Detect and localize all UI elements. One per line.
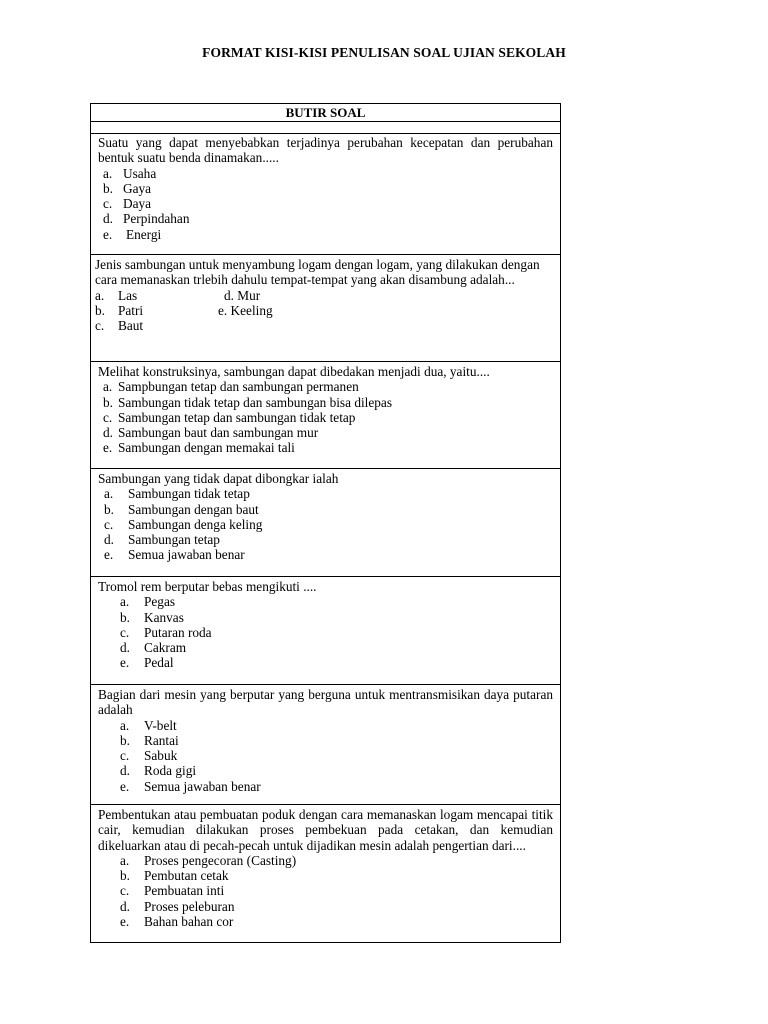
answer-option: e. Sambungan dengan memakai tali <box>103 440 295 456</box>
answer-option: c. Putaran roda <box>120 624 212 640</box>
answer-option: e. Semua jawaban benar <box>104 547 245 563</box>
question-cell-3 <box>91 362 560 469</box>
answer-option: b. Kanvas <box>120 609 184 625</box>
answer-options-7 <box>91 853 560 929</box>
question-cell-5 <box>91 577 560 685</box>
answer-option: b. Gaya <box>103 180 152 196</box>
answer-option: a. Usaha <box>103 165 157 181</box>
answer-option: c. Sambungan tetap dan sambungan tidak tetap <box>103 409 356 425</box>
answer-options-4 <box>91 486 560 562</box>
answer-option: d. Proses peleburan <box>120 898 235 914</box>
answer-options-3 <box>91 379 560 455</box>
answer-option: b. Patri e. Keeling <box>95 302 273 318</box>
question-cell-1 <box>91 133 560 255</box>
answer-option: a. Sampbungan tetap dan sambungan permanen <box>103 379 359 395</box>
question-text-5: Tromol rem berputar bebas mengikuti .... <box>98 579 317 594</box>
answer-option: c. Daya <box>103 196 152 212</box>
question-cell-6 <box>91 685 560 805</box>
answer-option: b. Rantai <box>120 732 179 748</box>
answer-option: d. Roda gigi <box>120 763 197 779</box>
document-title: FORMAT KISI-KISI PENULISAN SOAL UJIAN SEKOLAH <box>202 45 566 60</box>
question-text-6: Bagian dari mesin yang berputar yang berguna untuk mentransmisikan daya putaran adalah <box>98 687 553 718</box>
answer-option: a. V-belt <box>120 717 177 733</box>
answer-option: d. Sambungan tetap <box>104 532 220 548</box>
question-text-4: Sambungan yang tidak dapat dibongkar ialah <box>98 471 339 486</box>
answer-options-5 <box>91 594 560 670</box>
question-text-1: Suatu yang dapat menyebabkan terjadinya perubahan kecepatan dan perubahan bentuk suatu benda dinamakan..... <box>98 135 553 166</box>
question-table <box>90 103 561 943</box>
answer-option: a. Las d. Mur <box>95 287 261 303</box>
answer-option: c. Sabuk <box>120 748 178 764</box>
answer-option: d. Perpindahan <box>103 211 190 227</box>
answer-options-1 <box>91 166 560 242</box>
answer-option: b. Pembutan cetak <box>120 868 229 884</box>
answer-option: c. Baut <box>95 318 144 334</box>
question-text-2: Jenis sambungan untuk menyambung logam dengan logam, yang dilakukan dengan cara memanaskan trlebih dahulu tempat-tempat yang akan disambung adalah... <box>95 257 540 288</box>
answer-option: e. Bahan bahan cor <box>120 914 234 930</box>
question-text-7: Pembentukan atau pembuatan poduk dengan cara memanaskan logam mencapai titik cair, kemudian dilakukan proses pembekuan pada cetakan, dan kemudian dikeluarkan atau di pecah-pecah untuk dijadikan mesin adalah pengertian dari.... <box>98 807 553 853</box>
table-header: BUTIR SOAL <box>91 104 560 122</box>
question-text-3: Melihat konstruksinya, sambungan dapat dibedakan menjadi dua, yaitu.... <box>98 364 490 379</box>
question-cell-7 <box>91 805 560 942</box>
answer-option: c. Sambungan denga keling <box>104 516 263 532</box>
answer-option: e. Energi <box>103 226 162 242</box>
answer-option: e. Pedal <box>120 655 174 671</box>
answer-options-2 <box>91 288 560 334</box>
answer-option: e. Semua jawaban benar <box>120 778 261 794</box>
answer-option: a. Sambungan tidak tetap <box>104 486 250 502</box>
answer-option: a. Proses pengecoran (Casting) <box>120 852 297 868</box>
question-cell-2 <box>91 255 560 362</box>
answer-option: b. Sambungan tidak tetap dan sambungan bisa dilepas <box>103 394 393 410</box>
answer-option: d. Cakram <box>120 640 187 656</box>
answer-option: c. Pembuatan inti <box>120 883 225 899</box>
answer-option: b. Sambungan dengan baut <box>104 501 259 517</box>
answer-option: a. Pegas <box>120 594 176 610</box>
question-cell-4 <box>91 469 560 577</box>
answer-option: d. Sambungan baut dan sambungan mur <box>103 425 319 441</box>
answer-options-6 <box>91 718 560 794</box>
